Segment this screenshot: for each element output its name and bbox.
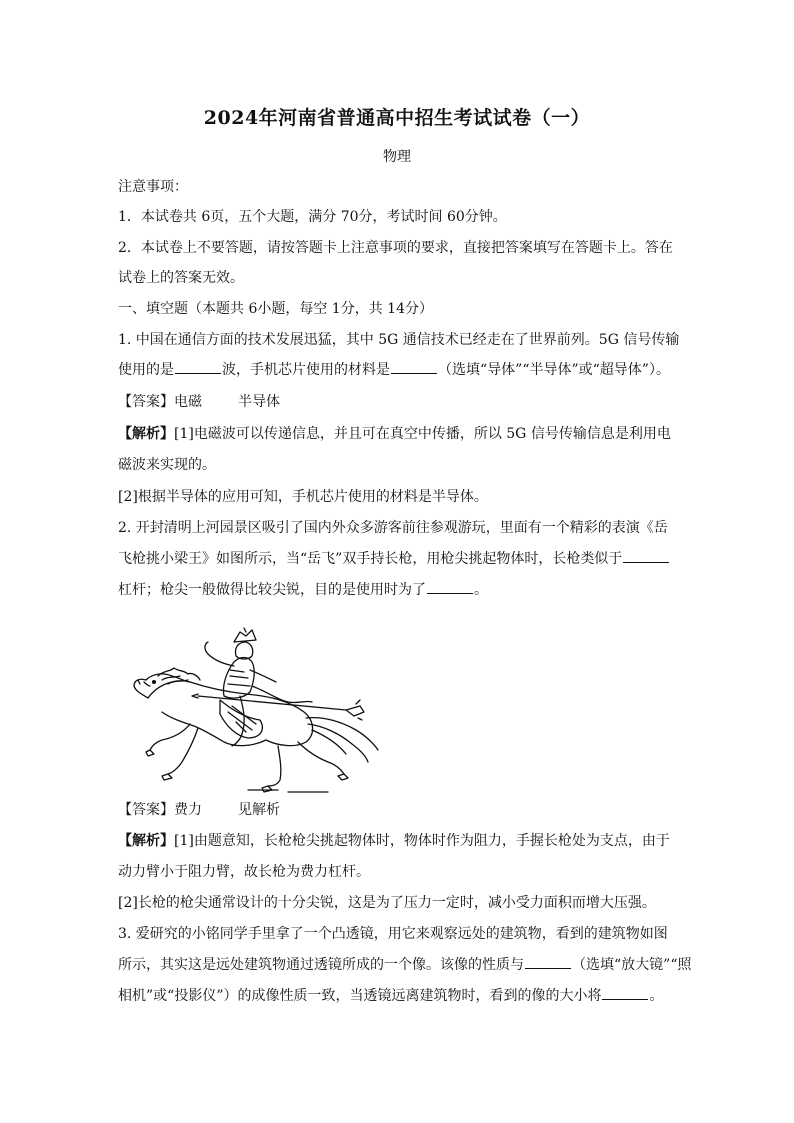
q3-blank-2: [602, 987, 648, 1000]
q3-text-a: 所示，其实这是远处建筑物通过透镜所成的一个像。该像的性质与: [118, 957, 524, 973]
answer-label: 【答案】: [118, 802, 174, 818]
q2-answer-2: 见解析: [238, 802, 280, 818]
q1-text-c: （选填“导体”“半导体”或“超导体”）。: [438, 362, 670, 378]
q2-text-b: 杠杆；枪尖一般做得比较尖锐，目的是使用时为了: [118, 582, 426, 598]
q2-blank-1: [623, 550, 669, 563]
notice-item-1: 1．本试卷共 6页，五个大题，满分 70分，考试时间 60分钟。: [118, 209, 507, 225]
q1-analysis-text-1: [1]电磁波可以传递信息，并且可在真空中传播，所以 5G 信号传输信息是利用电: [174, 426, 671, 442]
q1-analysis-line-3: [2]根据半导体的应用可知，手机芯片使用的材料是半导体。: [118, 489, 488, 505]
q3-stem-line-2: [118, 955, 692, 975]
q2-text-c: 。: [474, 582, 488, 598]
q1-text-a: 使用的是: [118, 362, 174, 378]
q3-text-d: 。: [649, 988, 664, 1004]
q2-stem-line-1: 2. 开封清明上河园景区吸引了国内外众多游客前往参观游玩，里面有一个精彩的表演《岳: [118, 520, 668, 536]
q1-answer-1: 电磁: [174, 394, 202, 410]
q1-text-b: 波，手机芯片使用的材料是: [222, 362, 390, 378]
q3-blank-1: [525, 956, 571, 969]
q3-stem-line-3: [118, 986, 678, 1006]
q1-stem-line-1: 1. 中国在通信方面的技术发展迅猛，其中 5G 通信技术已经走在了世界前列。5G 信号传输: [118, 332, 680, 348]
notice-item-2-line-1: 2．本试卷上不要答题，请按答题卡上注意事项的要求，直接把答案填写在答题卡上。答在: [118, 240, 673, 256]
q1-blank-2: [391, 361, 437, 374]
analysis-label: 【解析】: [118, 426, 174, 442]
answer-label: 【答案】: [118, 394, 174, 410]
yue-fei-horse-illustration: [128, 626, 388, 794]
q1-blank-1: [175, 361, 221, 374]
q2-analysis-line-3: [2]长枪的枪尖通常设计的十分尖锐，这是为了压力一定时，减小受力面积而增大压强。: [118, 895, 656, 911]
horse-rider-drawing: [128, 626, 388, 794]
q2-answer-1: 费力: [174, 802, 202, 818]
notice-item-2-line-2: 试卷上的答案无效。: [118, 270, 244, 286]
q3-stem-line-1: 3. 爱研究的小铭同学手里拿了一个凸透镜，用它来观察远处的建筑物，看到的建筑物如图: [118, 926, 668, 942]
q2-stem-line-3: [118, 580, 678, 600]
q2-analysis-text-1: [1]由题意知，长枪枪尖挑起物体时，物体时作为阻力，手握长枪处为支点，由于: [174, 833, 670, 849]
q2-answer: [118, 800, 678, 820]
q3-text-b: （选填“放大镜”“照: [572, 957, 692, 973]
analysis-label: 【解析】: [118, 833, 174, 849]
notice-heading: 注意事项：: [118, 179, 188, 195]
q2-analysis-line-2: 动力臂小于阻力臂，故长枪为费力杠杆。: [118, 864, 370, 880]
subject-label: 物理: [383, 149, 411, 165]
q1-answer-2: 半导体: [238, 394, 280, 410]
q2-blank-2: [427, 581, 473, 594]
q1-answer: [118, 392, 678, 412]
q3-text-c: 相机”或“投影仪”）的成像性质一致，当透镜远离建筑物时，看到的像的大小将: [118, 988, 602, 1004]
q2-text-a: 飞枪挑小梁王》如图所示，当“岳飞”双手持长枪，用枪尖挑起物体时，长枪类似于: [118, 551, 623, 567]
q1-stem-line-2: [118, 360, 678, 380]
q1-analysis-line-2: 磁波来实现的。: [118, 457, 216, 473]
section-heading: 一、填空题（本题共 6小题，每空 1分，共 14分）: [118, 301, 433, 317]
q2-analysis-line-1: [118, 831, 678, 851]
q2-stem-line-2: [118, 549, 678, 569]
q1-analysis-line-1: [118, 424, 678, 444]
page-title: 2024年河南省普通高中招生考试试卷（一）: [203, 107, 591, 129]
